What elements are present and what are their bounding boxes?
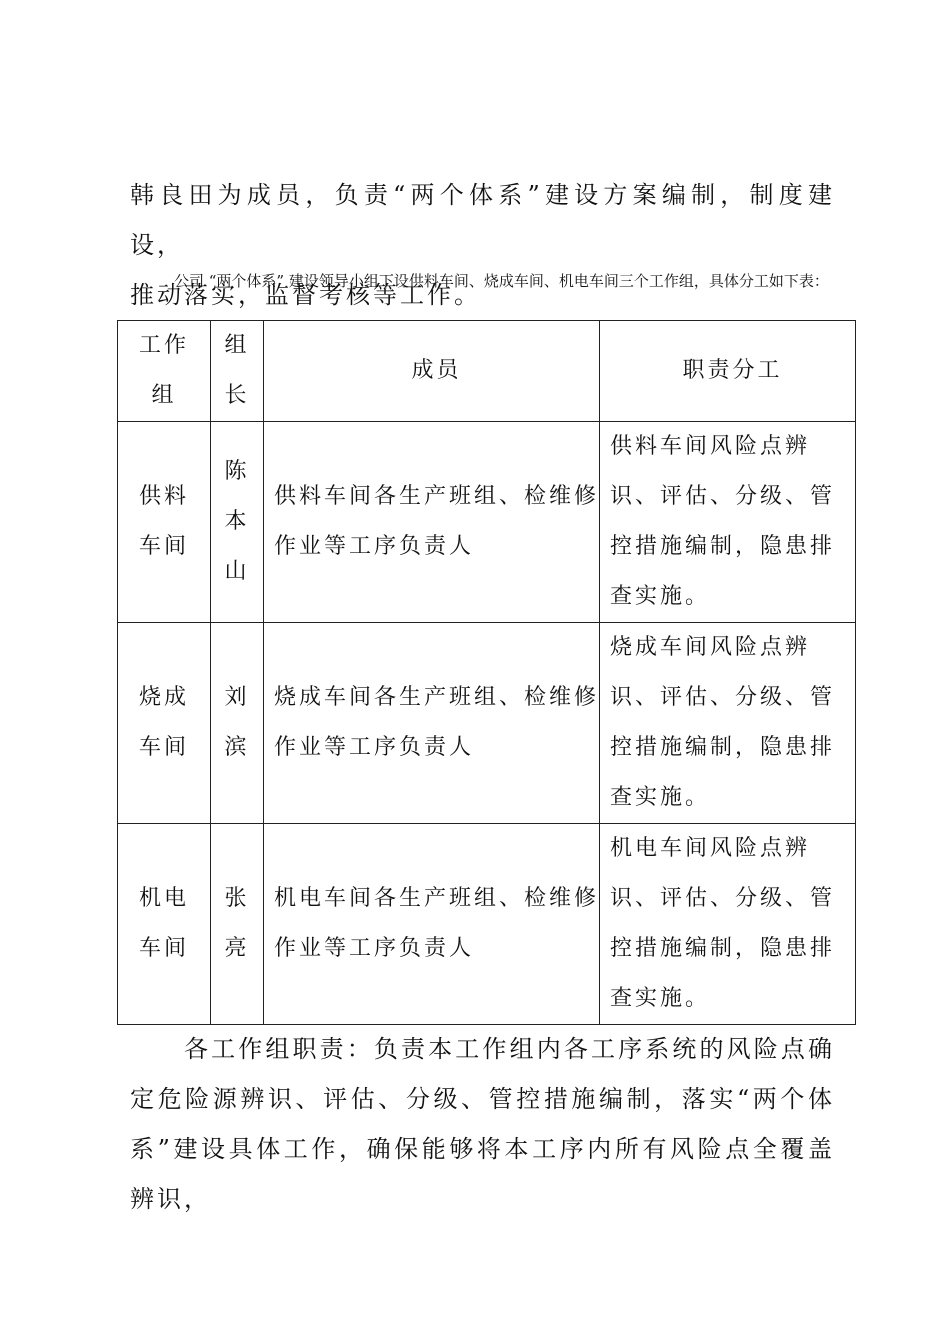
header-group: 工作组	[118, 321, 211, 422]
header-leader: 组长	[211, 321, 264, 422]
row-members: 机电车间各生产班组、检维修作业等工序负责人	[264, 824, 600, 1025]
row-group: 烧成车间	[118, 623, 211, 824]
intro-paragraph	[130, 170, 835, 320]
header-duty: 职责分工	[600, 321, 856, 422]
row-group: 供料车间	[118, 422, 211, 623]
row-leader: 陈本山	[211, 422, 264, 623]
table-caption: 公司 “两个体系” 建设领导小组下设供料车间、烧成车间、机电车间三个工作组，具体分工如下表：	[174, 272, 829, 290]
row-members: 供料车间各生产班组、检维修作业等工序负责人	[264, 422, 600, 623]
closing-paragraph: 各工作组职责：负责本工作组内各工序系统的风险点确定危险源辨识、评估、分级、管控措施编制，落实“两个体系”建设具体工作，确保能够将本工序内所有风险点全覆盖辨识，	[130, 1035, 835, 1213]
work-group-table	[117, 320, 856, 1025]
row-duty: 烧成车间风险点辨识、评估、分级、管控措施编制，隐患排查实施。	[600, 623, 856, 824]
table-row	[118, 824, 856, 1025]
table-header-row	[118, 321, 856, 422]
row-leader: 刘滨	[211, 623, 264, 824]
table-row	[118, 623, 856, 824]
table-row	[118, 422, 856, 623]
row-duty: 供料车间风险点辨识、评估、分级、管控措施编制，隐患排查实施。	[600, 422, 856, 623]
intro-line-1: 韩良田为成员，负责“两个体系”建设方案编制，制度建设，	[130, 181, 835, 259]
intro-line-2: 推动落实，监督考核等工作。	[130, 281, 481, 309]
row-leader: 张亮	[211, 824, 264, 1025]
row-group: 机电车间	[118, 824, 211, 1025]
row-members: 烧成车间各生产班组、检维修作业等工序负责人	[264, 623, 600, 824]
row-duty: 机电车间风险点辨识、评估、分级、管控措施编制，隐患排查实施。	[600, 824, 856, 1025]
header-members: 成员	[264, 321, 600, 422]
